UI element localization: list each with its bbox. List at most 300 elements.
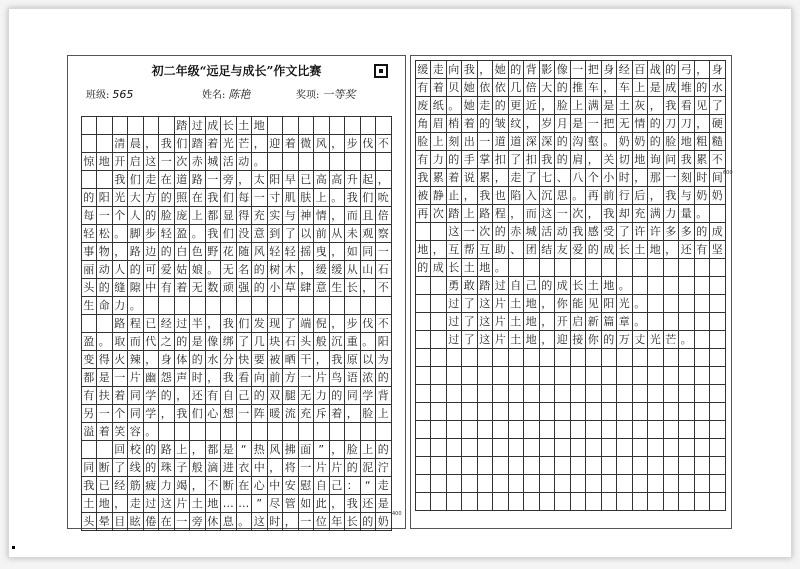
grid-cell: 陷 [508,186,525,205]
grid-cell: ， [313,350,330,369]
grid-cell [694,438,711,457]
grid-cell: 体 [174,350,191,369]
grid-cell: 一 [461,222,478,241]
grid-cell: 道 [174,170,191,189]
grid-cell [678,474,695,493]
essay-line: 生 [81,296,98,315]
essay-line [81,170,98,189]
grid-cell: 。 [251,152,268,171]
grid-cell: 不 [375,278,392,297]
grid-cell: 百 [632,60,649,79]
grid-cell: 许 [632,222,649,241]
grid-cell: ， [143,350,160,369]
grid-cell: ： [344,476,361,495]
grid-cell: 路 [112,314,129,333]
grid-cell: ， [585,150,602,169]
grid-cell [632,384,649,403]
grid-cell: 接 [570,330,587,349]
grid-cell: ， [112,494,129,513]
grid-cell: 着 [282,134,299,153]
grid-cell: 地 [523,312,540,331]
grid-cell: 自 [220,386,237,405]
grid-cell: 。 [570,186,587,205]
grid-cell: 时 [616,168,633,187]
grid-cell: 沟 [570,132,587,151]
grid-cell: 程 [492,204,509,223]
grid-cell: 意 [251,224,268,243]
grid-cell [477,420,494,439]
grid-cell: 观 [360,224,377,243]
award-label: 奖项: [296,90,320,101]
grid-cell: 一 [251,188,268,207]
grid-cell: 成 [554,276,571,295]
grid-cell [539,348,556,367]
grid-cell: 寸 [267,188,284,207]
grid-cell [251,296,268,315]
grid-cell [415,492,432,511]
grid-cell: 像 [205,332,222,351]
grid-cell: 近 [523,96,540,115]
grid-cell: ， [329,206,346,225]
grid-cell: 前 [313,224,330,243]
grid-cell [694,456,711,475]
grid-cell [360,296,377,315]
grid-cell: 坚 [709,240,726,259]
grid-cell: 而 [523,204,540,223]
grid-cell: 我 [220,368,237,387]
grid-cell [430,420,447,439]
grid-cell [461,348,478,367]
grid-cell: 结 [539,240,556,259]
grid-cell: 轻 [158,224,175,243]
grid-cell: ， [539,96,556,115]
grid-cell [694,384,711,403]
grid-cell: 一 [554,204,571,223]
grid-cell: 成 [601,240,618,259]
grid-cell [477,402,494,421]
grid-cell: 依 [492,78,509,97]
grid-cell [430,384,447,403]
grid-cell: 地 [523,294,540,313]
grid-cell: 一 [298,512,315,531]
grid-cell: 身 [158,350,175,369]
grid-cell: 向 [446,60,463,79]
grid-cell [632,456,649,475]
grid-cell: 竭 [174,476,191,495]
grid-cell: 纸 [430,96,447,115]
grid-cell [632,402,649,421]
grid-cell: 筋 [127,476,144,495]
grid-cell [267,152,284,171]
grid-cell [523,438,540,457]
grid-cell: ， [585,204,602,223]
grid-cell: 的 [694,222,711,241]
grid-cell: 壑 [585,132,602,151]
grid-cell [298,116,315,135]
grid-cell: 热 [251,440,268,459]
grid-cell [616,384,633,403]
grid-cell: 。 [678,330,695,349]
grid-cell: 了 [236,332,253,351]
grid-cell: 尽 [267,494,284,513]
grid-cell: 曳 [313,242,330,261]
grid-cell [415,366,432,385]
grid-cell: ， [329,440,346,459]
grid-cell: 土 [236,116,253,135]
grid-cell: 早 [282,170,299,189]
grid-cell: 片 [492,312,509,331]
grid-cell [647,294,664,313]
grid-cell: 的 [585,240,602,259]
grid-cell [492,438,509,457]
grid-cell: 倍 [375,206,392,225]
grid-cell: 新 [585,312,602,331]
grid-cell: 意 [313,278,330,297]
grid-cell: 成 [709,222,726,241]
grid-cell: 几 [508,78,525,97]
grid-cell: 生 [329,278,346,297]
grid-cell [267,422,284,441]
grid-cell [647,312,664,331]
grid-cell: 我 [329,350,346,369]
grid-cell: 暖 [267,404,284,423]
grid-cell: 土 [616,96,633,115]
grid-cell: 看 [236,368,253,387]
grid-cell [344,116,361,135]
grid-cell: 到 [267,224,284,243]
grid-cell: 前 [601,186,618,205]
grid-cell: 一 [236,404,253,423]
grid-cell: ， [601,78,618,97]
grid-cell: 片 [492,330,509,349]
grid-cell: 走 [143,170,160,189]
grid-cell: 我 [174,404,191,423]
grid-cell: 满 [585,96,602,115]
grid-cell: 问 [663,150,680,169]
grid-cell: ， [647,186,664,205]
grid-cell [158,116,175,135]
grid-cell: 芒 [663,330,680,349]
essay-line [81,440,98,459]
grid-cell [678,294,695,313]
grid-cell [616,420,633,439]
grid-cell: 爱 [570,240,587,259]
grid-cell: 己 [329,476,346,495]
grid-cell: 心 [251,476,268,495]
grid-cell: 一 [158,152,175,171]
grid-cell: 是 [375,494,392,513]
class-value: 565 [112,88,134,101]
grid-cell: 勇 [446,276,463,295]
grid-cell: 无 [298,386,315,405]
name-field [202,86,250,102]
grid-cell: 被 [267,350,284,369]
grid-cell: 有 [158,278,175,297]
grid-cell: 量 [678,204,695,223]
essay-line: 事 [81,242,98,261]
grid-cell [694,474,711,493]
grid-cell: 的 [647,114,664,133]
grid-cell [282,422,299,441]
grid-cell: ， [205,368,222,387]
grid-cell: 方 [282,368,299,387]
grid-cell: 大 [127,188,144,207]
grid-cell [663,384,680,403]
grid-cell: 走 [127,494,144,513]
grid-cell: 团 [523,240,540,259]
grid-cell [127,116,144,135]
grid-cell: 贝 [446,78,463,97]
grid-cell: 不 [375,134,392,153]
grid-cell: 们 [127,170,144,189]
grid-cell: 流 [282,404,299,423]
grid-cell: ， [329,242,346,261]
grid-cell: 这 [446,222,463,241]
grid-cell [632,420,649,439]
grid-cell: 身 [709,60,726,79]
grid-cell [492,474,509,493]
essay-line [81,134,98,153]
grid-cell [570,474,587,493]
grid-cell: 一 [174,512,191,531]
grid-cell: 我 [112,170,129,189]
grid-cell: 山 [360,260,377,279]
grid-cell: 地 [477,258,494,277]
grid-cell [430,294,447,313]
grid-cell: 成 [663,78,680,97]
grid-cell: 奶 [632,132,649,151]
grid-cell: ， [523,114,540,133]
grid-cell: 土 [189,494,206,513]
grid-cell [267,116,284,135]
grid-cell [694,348,711,367]
grid-cell: 缓 [313,260,330,279]
grid-cell: ， [360,278,377,297]
grid-cell: 学 [143,386,160,405]
grid-cell [709,438,726,457]
qr-code-icon [374,64,388,78]
grid-cell: 风 [267,440,284,459]
grid-cell: 见 [585,294,602,313]
grid-cell: 着 [430,78,447,97]
grid-cell: 心 [205,404,222,423]
grid-cell: ， [694,114,711,133]
grid-cell [709,492,726,511]
grid-cell: 的 [360,512,377,531]
grid-cell [678,456,695,475]
grid-cell: 的 [143,458,160,477]
grid-cell [709,384,726,403]
grid-cell [492,366,509,385]
grid-cell [678,438,695,457]
grid-cell [446,348,463,367]
grid-cell: 力 [158,476,175,495]
grid-cell: 一 [663,168,680,187]
grid-cell: 动 [96,260,113,279]
grid-cell: 上 [360,440,377,459]
grid-cell: ， [143,134,160,153]
essay-line: 另 [81,404,98,423]
grid-cell: 从 [329,224,346,243]
grid-cell [539,258,556,277]
grid-cell: 学 [143,404,160,423]
grid-cell: 的 [344,458,361,477]
grid-cell [647,474,664,493]
grid-cell: 步 [344,134,361,153]
grid-cell: 晨 [127,134,144,153]
grid-cell: 月 [554,114,571,133]
grid-cell [663,402,680,421]
grid-cell [616,456,633,475]
grid-cell [694,366,711,385]
grid-cell: 进 [220,458,237,477]
grid-cell: ， [375,170,392,189]
grid-cell [663,294,680,313]
grid-cell: 在 [158,170,175,189]
grid-cell [554,420,571,439]
grid-cell: 伐 [360,314,377,333]
grid-cell: 们 [220,188,237,207]
grid-cell: 。 [632,294,649,313]
grid-cell [585,402,602,421]
grid-cell: 顽 [220,278,237,297]
grid-cell: ， [492,168,509,187]
grid-cell [360,152,377,171]
grid-cell: 累 [477,168,494,187]
grid-cell [678,420,695,439]
grid-cell: ， [647,96,664,115]
grid-cell [601,366,618,385]
grid-cell [313,296,330,315]
grid-cell: 物 [96,242,113,261]
grid-cell: 不 [709,150,726,169]
grid-cell: 肆 [298,278,315,297]
grid-cell: ， [539,294,556,313]
grid-cell: 慰 [298,476,315,495]
essay-line [415,294,432,313]
grid-cell [539,366,556,385]
grid-cell: 显 [220,206,237,225]
grid-cell: 脸 [554,96,571,115]
grid-cell: 上 [632,78,649,97]
essay-line: 的 [415,258,432,277]
grid-cell: 这 [477,330,494,349]
grid-cell: 幽 [143,368,160,387]
grid-cell [554,348,571,367]
grid-cell: 丈 [632,330,649,349]
grid-cell: 糙 [709,132,726,151]
grid-cell [492,384,509,403]
grid-cell: 充 [298,404,315,423]
grid-cell [96,116,113,135]
grid-cell: 从 [344,260,361,279]
grid-cell: 的 [158,188,175,207]
grid-cell: 硬 [709,114,726,133]
award-field [296,86,355,102]
essay-line: 有 [415,78,432,97]
grid-cell: 中 [251,458,268,477]
grid-cell: 石 [375,260,392,279]
grid-cell: 路 [189,170,206,189]
grid-cell [678,312,695,331]
grid-cell: 步 [344,314,361,333]
grid-cell [415,474,432,493]
grid-cell: 一 [96,404,113,423]
grid-cell: 满 [647,204,664,223]
essay-line: 被 [415,186,432,205]
grid-cell: 开 [112,152,129,171]
grid-cell: 上 [189,206,206,225]
grid-cell: ， [461,186,478,205]
grid-cell [174,422,191,441]
grid-cell: ， [344,404,361,423]
grid-cell: 次 [174,152,191,171]
grid-cell: 还 [678,240,695,259]
grid-cell: 盈 [174,224,191,243]
grid-cell: 深 [539,132,556,151]
grid-cell: 堆 [678,78,695,97]
grid-cell [632,276,649,295]
grid-cell: 询 [647,150,664,169]
grid-cell: 以 [360,350,377,369]
grid-cell [220,422,237,441]
grid-cell: 。 [112,224,129,243]
grid-cell: 。 [143,422,160,441]
grid-cell: 片 [492,294,509,313]
grid-cell: 年 [329,512,346,531]
word-count-marker: 600 [723,170,733,176]
grid-cell: 般 [313,332,330,351]
grid-cell [430,348,447,367]
grid-cell [616,258,633,277]
grid-cell [523,420,540,439]
grid-cell: 你 [585,330,602,349]
document-title: 初二年级“远足与成长”作文比赛 [151,64,322,78]
grid-cell: 长 [344,278,361,297]
grid-cell [554,474,571,493]
grid-cell [313,422,330,441]
grid-cell [492,402,509,421]
grid-cell [709,330,726,349]
grid-cell: 过 [492,276,509,295]
grid-cell: 是 [570,114,587,133]
grid-cell: 长 [344,512,361,531]
grid-cell: 肤 [298,188,315,207]
grid-cell: 辣 [127,350,144,369]
essay-line [81,314,98,333]
grid-cell: 长 [616,240,633,259]
grid-cell: 身 [601,60,618,79]
grid-cell: 扣 [523,150,540,169]
grid-cell: 一 [477,132,494,151]
grid-cell: ， [298,260,315,279]
grid-cell [298,296,315,315]
grid-cell: 水 [709,78,726,97]
grid-cell [647,384,664,403]
grid-cell: 端 [298,314,315,333]
grid-cell: 旁 [220,170,237,189]
grid-cell: 随 [236,242,253,261]
grid-cell [492,348,509,367]
grid-cell [375,152,392,171]
essay-line: 同 [81,458,98,477]
essay-line: 我 [81,476,98,495]
grid-cell: 取 [112,332,129,351]
grid-cell: 的 [554,78,571,97]
grid-cell: 灰 [632,96,649,115]
grid-cell: 是 [601,96,618,115]
grid-cell: 友 [554,240,571,259]
